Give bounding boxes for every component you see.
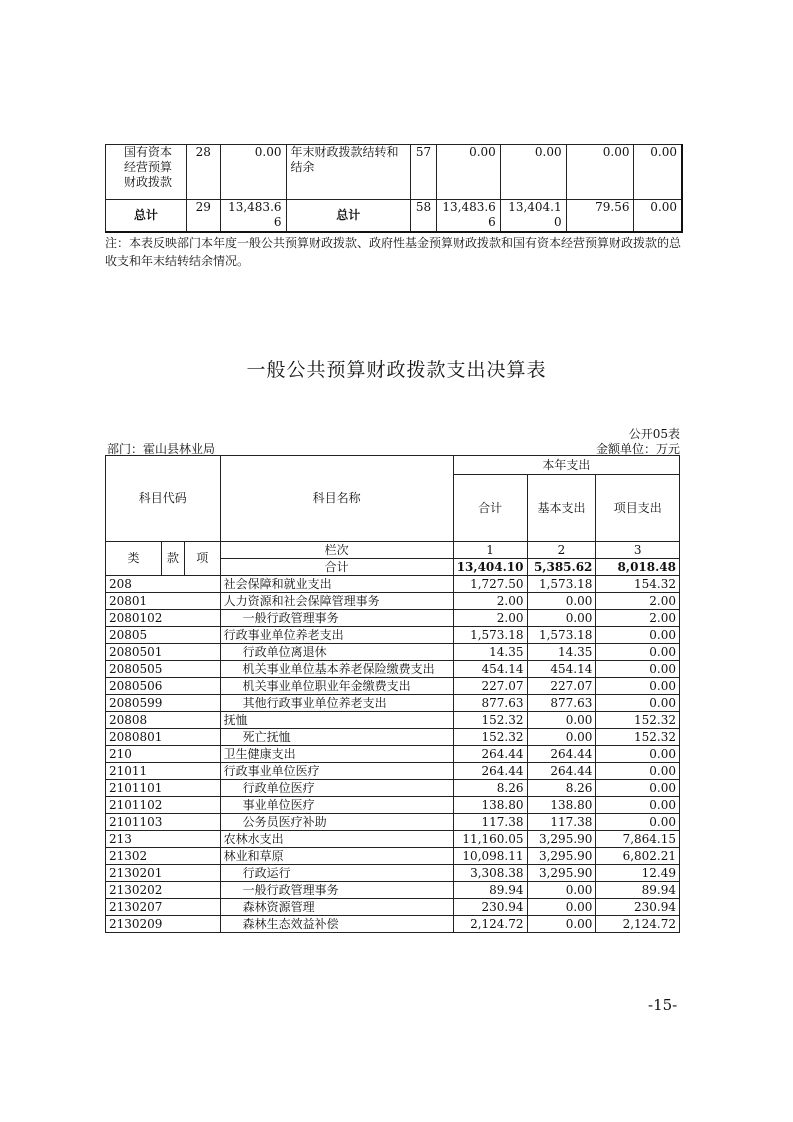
amount-total: 1,573.18 (453, 627, 527, 644)
header-column-index-label: 栏次 (220, 542, 453, 559)
table-row (106, 576, 680, 593)
table-row (106, 763, 680, 780)
amount-project: 7,864.15 (596, 831, 680, 848)
subject-name: 林业和草原 (220, 848, 453, 865)
subject-code: 210 (106, 746, 221, 763)
subject-name: 行政事业单位养老支出 (220, 627, 453, 644)
subject-name: 行政单位离退休 (220, 644, 453, 661)
subject-code: 2080102 (106, 610, 221, 627)
amount-basic: 264.44 (527, 746, 596, 763)
amount-basic: 14.35 (527, 644, 596, 661)
subject-code: 2101101 (106, 780, 221, 797)
subject-name: 社会保障和就业支出 (220, 576, 453, 593)
subject-code: 2130207 (106, 899, 221, 916)
subject-code: 2130201 (106, 865, 221, 882)
table-row (106, 882, 680, 899)
amount-basic: 0.00 (527, 899, 596, 916)
subject-name: 一般行政管理事务 (220, 882, 453, 899)
amount-total: 1,727.50 (453, 576, 527, 593)
amount-basic: 454.14 (527, 661, 596, 678)
table-row (106, 916, 680, 933)
subject-name: 行政事业单位医疗 (220, 763, 453, 780)
right-amount-4: 0.00 (634, 200, 682, 232)
header-xiang: 项 (185, 542, 221, 576)
amount-total: 264.44 (453, 763, 527, 780)
income-expense-summary-table-continued (105, 144, 683, 233)
amount-total: 2,124.72 (453, 916, 527, 933)
right-amount-4: 0.00 (634, 145, 682, 200)
amount-project: 0.00 (596, 763, 680, 780)
header-subject-name: 科目名称 (220, 456, 453, 542)
amount-project: 2.00 (596, 610, 680, 627)
amount-total: 10,098.11 (453, 848, 527, 865)
subject-name: 农林水支出 (220, 831, 453, 848)
table-row (106, 746, 680, 763)
header-col-3: 3 (596, 542, 680, 559)
left-amount: 13,483.66 (220, 200, 286, 232)
amount-total: 230.94 (453, 899, 527, 916)
table-row (106, 627, 680, 644)
amount-project: 0.00 (596, 627, 680, 644)
amount-project: 2.00 (596, 593, 680, 610)
amount-project: 0.00 (596, 695, 680, 712)
subject-name: 行政运行 (220, 865, 453, 882)
page-number: -15- (648, 996, 678, 1014)
amount-total: 264.44 (453, 746, 527, 763)
header-project: 项目支出 (596, 475, 680, 542)
header-col-2: 2 (527, 542, 596, 559)
amount-basic: 877.63 (527, 695, 596, 712)
sum-basic: 5,385.62 (527, 559, 596, 576)
amount-total: 152.32 (453, 712, 527, 729)
amount-basic: 0.00 (527, 593, 596, 610)
amount-total: 89.94 (453, 882, 527, 899)
amount-basic: 3,295.90 (527, 848, 596, 865)
amount-total: 2.00 (453, 593, 527, 610)
amount-basic: 0.00 (527, 729, 596, 746)
amount-project: 6,802.21 (596, 848, 680, 865)
subject-code: 2130209 (106, 916, 221, 933)
amount-project: 0.00 (596, 661, 680, 678)
header-this-year-expenditure: 本年支出 (453, 456, 679, 475)
amount-project: 2,124.72 (596, 916, 680, 933)
right-amount-3: 0.00 (566, 145, 634, 200)
amount-basic: 227.07 (527, 678, 596, 695)
amount-total: 3,308.38 (453, 865, 527, 882)
table-row (106, 729, 680, 746)
amount-basic: 1,573.18 (527, 576, 596, 593)
subject-name: 行政单位医疗 (220, 780, 453, 797)
sum-label: 合计 (220, 559, 453, 576)
table-row (106, 644, 680, 661)
subject-code: 2080506 (106, 678, 221, 695)
subject-name: 森林生态效益补偿 (220, 916, 453, 933)
table-row (106, 848, 680, 865)
amount-total: 8.26 (453, 780, 527, 797)
header-basic: 基本支出 (527, 475, 596, 542)
table-number: 公开05表 (628, 427, 680, 441)
table-row (106, 780, 680, 797)
subject-name: 机关事业单位基本养老保险缴费支出 (220, 661, 453, 678)
left-total-label: 总计 (106, 200, 187, 232)
right-item-label: 年末财政拨款结转和结余 (286, 145, 410, 200)
amount-basic: 8.26 (527, 780, 596, 797)
amount-project: 0.00 (596, 644, 680, 661)
subject-name: 一般行政管理事务 (220, 610, 453, 627)
table-row (106, 899, 680, 916)
department-label: 部门：霍山县林业局 (107, 442, 216, 456)
right-amount-3: 79.56 (566, 200, 634, 232)
table-row (106, 712, 680, 729)
amount-project: 152.32 (596, 729, 680, 746)
subject-name: 死亡抚恤 (220, 729, 453, 746)
amount-project: 154.32 (596, 576, 680, 593)
subject-name: 人力资源和社会保障管理事务 (220, 593, 453, 610)
subject-name: 抚恤 (220, 712, 453, 729)
amount-project: 89.94 (596, 882, 680, 899)
table-row (106, 814, 680, 831)
subject-code: 208 (106, 576, 221, 593)
table-note: 注：本表反映部门本年度一般公共预算财政拨款、政府性基金预算财政拨款和国有资本经营预算财政拨款的总收支和年末结转结余情况。 (105, 236, 682, 268)
table-row (106, 695, 680, 712)
amount-project: 152.32 (596, 712, 680, 729)
amount-basic: 0.00 (527, 610, 596, 627)
amount-basic: 117.38 (527, 814, 596, 831)
amount-total: 454.14 (453, 661, 527, 678)
amount-total: 138.80 (453, 797, 527, 814)
table-row-total (106, 200, 683, 232)
expenditure-table (105, 455, 680, 933)
page-title: 一般公共预算财政拨款支出决算表 (246, 359, 547, 381)
header-total: 合计 (453, 475, 527, 542)
right-amount-1: 0.00 (436, 145, 500, 200)
subject-code: 213 (106, 831, 221, 848)
header-subject-code: 科目代码 (106, 456, 221, 542)
amount-project: 0.00 (596, 814, 680, 831)
left-line-number: 29 (186, 200, 220, 232)
header-col-1: 1 (453, 542, 527, 559)
table-row (106, 678, 680, 695)
left-line-number: 28 (186, 145, 220, 200)
subject-code: 20805 (106, 627, 221, 644)
table-row (106, 797, 680, 814)
table-row (106, 831, 680, 848)
right-total-label: 总计 (286, 200, 410, 232)
sum-project: 8,018.48 (596, 559, 680, 576)
amount-basic: 138.80 (527, 797, 596, 814)
amount-basic: 0.00 (527, 882, 596, 899)
subject-code: 20808 (106, 712, 221, 729)
sum-total: 13,404.10 (453, 559, 527, 576)
right-amount-2: 13,404.10 (500, 200, 566, 232)
header-kuan: 款 (162, 542, 185, 576)
right-amount-2: 0.00 (500, 145, 566, 200)
right-line-number: 58 (410, 200, 436, 232)
table-row (106, 593, 680, 610)
amount-basic: 3,295.90 (527, 831, 596, 848)
amount-basic: 264.44 (527, 763, 596, 780)
right-amount-1: 13,483.66 (436, 200, 500, 232)
amount-basic: 0.00 (527, 916, 596, 933)
amount-total: 2.00 (453, 610, 527, 627)
amount-total: 14.35 (453, 644, 527, 661)
header-lei: 类 (106, 542, 162, 576)
subject-name: 卫生健康支出 (220, 746, 453, 763)
right-line-number: 57 (410, 145, 436, 200)
left-item-label: 国有资本经营预算财政拨款 (106, 145, 187, 200)
amount-total: 877.63 (453, 695, 527, 712)
subject-code: 21011 (106, 763, 221, 780)
subject-code: 2080501 (106, 644, 221, 661)
subject-name: 森林资源管理 (220, 899, 453, 916)
subject-code: 21302 (106, 848, 221, 865)
amount-project: 0.00 (596, 746, 680, 763)
left-amount: 0.00 (220, 145, 286, 200)
amount-basic: 3,295.90 (527, 865, 596, 882)
subject-code: 2080801 (106, 729, 221, 746)
amount-total: 11,160.05 (453, 831, 527, 848)
amount-total: 227.07 (453, 678, 527, 695)
subject-name: 公务员医疗补助 (220, 814, 453, 831)
table-row (106, 610, 680, 627)
subject-name: 其他行政事业单位养老支出 (220, 695, 453, 712)
amount-project: 0.00 (596, 780, 680, 797)
amount-project: 0.00 (596, 678, 680, 695)
unit-label: 金额单位：万元 (595, 442, 680, 456)
table-row (106, 865, 680, 882)
amount-project: 230.94 (596, 899, 680, 916)
amount-project: 12.49 (596, 865, 680, 882)
subject-code: 2130202 (106, 882, 221, 899)
subject-code: 20801 (106, 593, 221, 610)
table-row (106, 661, 680, 678)
subject-name: 机关事业单位职业年金缴费支出 (220, 678, 453, 695)
subject-code: 2080505 (106, 661, 221, 678)
amount-project: 0.00 (596, 797, 680, 814)
subject-code: 2101102 (106, 797, 221, 814)
table-row (106, 145, 683, 200)
subject-code: 2101103 (106, 814, 221, 831)
amount-basic: 1,573.18 (527, 627, 596, 644)
amount-total: 117.38 (453, 814, 527, 831)
amount-basic: 0.00 (527, 712, 596, 729)
subject-code: 2080599 (106, 695, 221, 712)
subject-name: 事业单位医疗 (220, 797, 453, 814)
amount-total: 152.32 (453, 729, 527, 746)
